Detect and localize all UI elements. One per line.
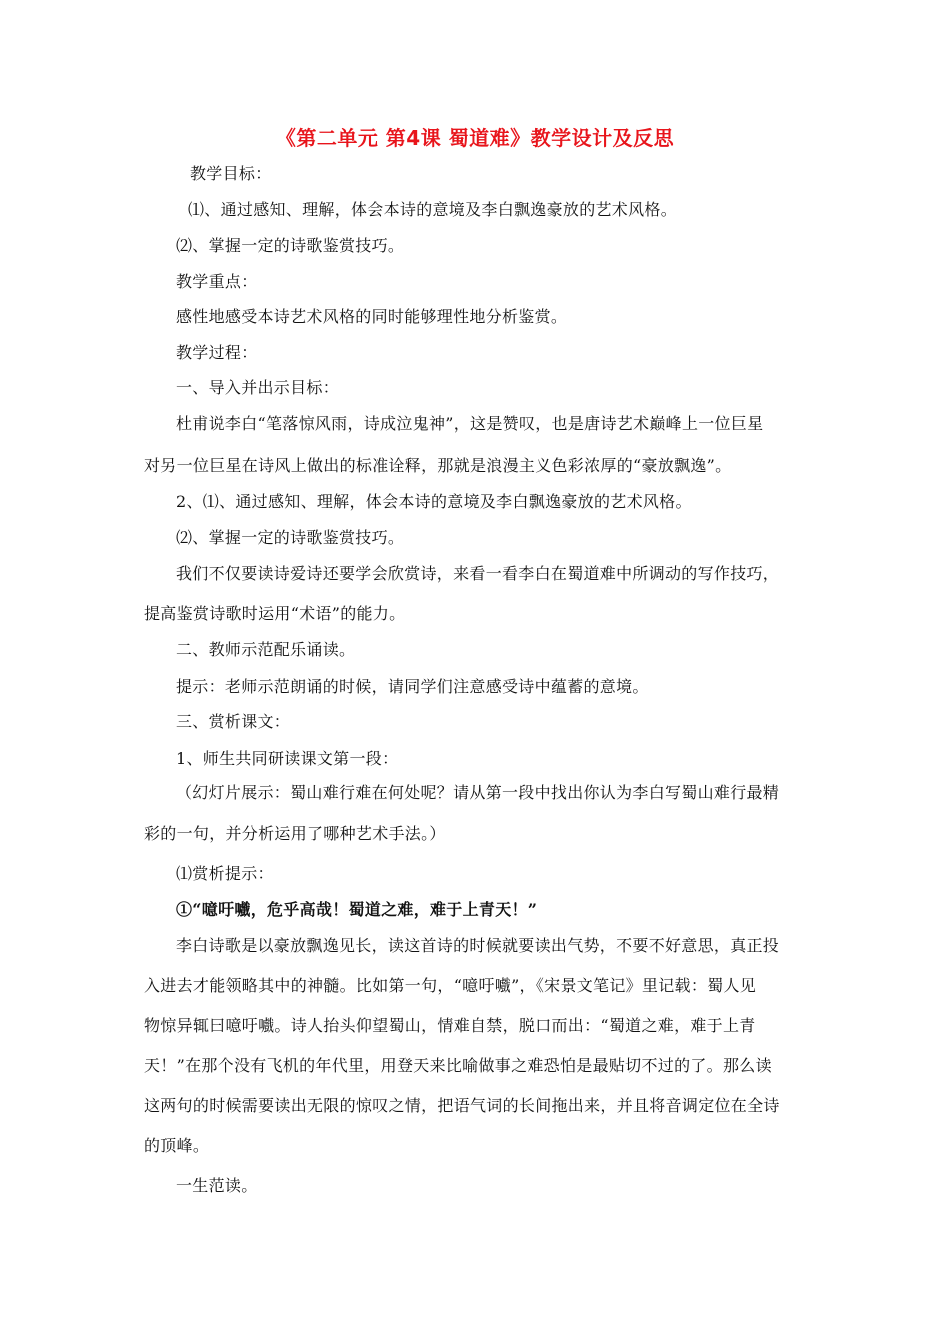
paragraph-line: （幻灯片展示：蜀山难行难在何处呢？请从第一段中找出你认为李白写蜀山难行最精 xyxy=(176,783,780,802)
document-title: 《第二单元 第4课 蜀道难》教学设计及反思 xyxy=(275,126,675,150)
paragraph-line: 二、教师示范配乐诵读。 xyxy=(176,640,356,659)
paragraph-line: 教学重点： xyxy=(176,272,258,291)
paragraph-line: 彩的一句，并分析运用了哪种艺术手法。） xyxy=(144,824,446,843)
paragraph-line: 2、⑴、通过感知、理解，体会本诗的意境及李白飘逸豪放的艺术风格。 xyxy=(176,492,692,511)
paragraph-line: 李白诗歌是以豪放飘逸见长，读这首诗的时候就要读出气势，不要不好意思，真正投 xyxy=(176,936,780,955)
paragraph-line: ⑵、掌握一定的诗歌鉴赏技巧。 xyxy=(176,236,405,255)
paragraph-line: 感性地感受本诗艺术风格的同时能够理性地分析鉴赏。 xyxy=(176,307,568,326)
paragraph-line: 物惊异辄曰噫吁嚱。诗人抬头仰望蜀山，情难自禁，脱口而出：“蜀道之难，难于上青 xyxy=(144,1016,756,1035)
paragraph-line: 这两句的时候需要读出无限的惊叹之情，把语气词的长间拖出来，并且将音调定位在全诗 xyxy=(144,1096,780,1115)
paragraph-line: 三、赏析课文： xyxy=(176,712,291,731)
paragraph-line: 天！”在那个没有飞机的年代里，用登天来比喻做事之难恐怕是最贴切不过的了。那么读 xyxy=(144,1056,772,1075)
paragraph-line: 杜甫说李白“笔落惊风雨，诗成泣鬼神”，这是赞叹，也是唐诗艺术巅峰上一位巨星 xyxy=(176,414,764,433)
paragraph-line: 提示：老师示范朗诵的时候，请同学们注意感受诗中蕴蓄的意境。 xyxy=(176,677,649,696)
paragraph-line: 我们不仅要读诗爱诗还要学会欣赏诗，来看一看李白在蜀道难中所调动的写作技巧， xyxy=(176,564,780,583)
quoted-verse-line: ①“噫吁嚱，危乎高哉！蜀道之难，难于上青天！” xyxy=(176,900,538,919)
paragraph-line: 教学目标： xyxy=(190,164,272,183)
paragraph-line: 的顶峰。 xyxy=(144,1136,210,1155)
paragraph-line: ⑵、掌握一定的诗歌鉴赏技巧。 xyxy=(176,528,405,547)
paragraph-line: 提高鉴赏诗歌时运用“术语”的能力。 xyxy=(144,604,406,623)
paragraph-line: 入进去才能领略其中的神髓。比如第一句，“噫吁嚱”，《宋景文笔记》里记载：蜀人见 xyxy=(144,976,757,995)
paragraph-line: 1、师生共同研读课文第一段： xyxy=(176,749,399,768)
paragraph-line: ⑴赏析提示： xyxy=(176,864,274,883)
paragraph-line: 一生范读。 xyxy=(176,1176,258,1195)
paragraph-line: 教学过程： xyxy=(176,343,258,362)
paragraph-line: ⑴、通过感知、理解，体会本诗的意境及李白飘逸豪放的艺术风格。 xyxy=(188,200,678,219)
paragraph-line: 一、导入并出示目标： xyxy=(176,378,340,397)
paragraph-line: 对另一位巨星在诗风上做出的标准诠释，那就是浪漫主义色彩浓厚的“豪放飘逸”。 xyxy=(144,456,732,475)
